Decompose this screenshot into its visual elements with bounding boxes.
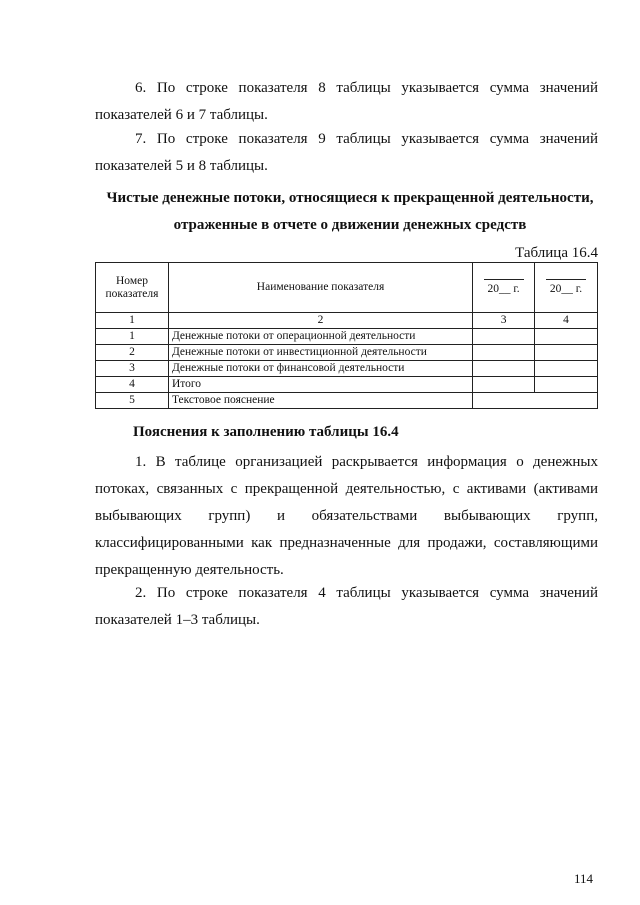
column-number: 2 <box>168 313 472 329</box>
section-heading-line-2: отраженные в отчете о движении денежных средств <box>173 217 527 233</box>
header-year-1 <box>473 263 535 313</box>
row-value-year-2 <box>535 377 598 393</box>
row-value-year-1 <box>473 345 535 361</box>
column-number-row <box>96 313 598 329</box>
table-header-row <box>96 263 598 313</box>
row-name: Текстовое пояснение <box>168 393 472 409</box>
paragraph-item-7: 7. По строке показателя 9 таблицы указывается сумма значений показателей 5 и 8 таблицы. <box>95 131 598 174</box>
table-caption: Таблица 16.4 <box>515 245 598 261</box>
row-value-year-1 <box>473 361 535 377</box>
table-row <box>96 329 598 345</box>
table-row <box>96 393 598 409</box>
column-number: 3 <box>473 313 535 329</box>
paragraph-item-6: 6. По строке показателя 8 таблицы указывается сумма значений показателей 6 и 7 таблицы. <box>95 80 598 123</box>
header-number-col: Номер показателя <box>96 263 169 313</box>
explanation-paragraph-2: 2. По строке показателя 4 таблицы указывается сумма значений показателей 1–3 таблицы. <box>95 585 598 628</box>
explanation-paragraph-1: 1. В таблице организацией раскрывается информация о денежных потоках, связанных с прекращенной деятельностью, с активами (активами выбывающих групп) и обязательствами выбывающих групп, классифицированными как предназначенные для продажи, составляющими прекращенную деятельность. <box>95 454 598 578</box>
row-value-year-1 <box>473 377 535 393</box>
row-value-year-2 <box>535 361 598 377</box>
row-value-year-1 <box>473 329 535 345</box>
row-value-year-2 <box>535 329 598 345</box>
row-number: 3 <box>96 361 169 377</box>
row-number: 5 <box>96 393 169 409</box>
explanations-heading: Пояснения к заполнению таблицы 16.4 <box>133 424 399 440</box>
column-number: 1 <box>96 313 169 329</box>
cash-flow-table <box>95 262 598 409</box>
header-name-col: Наименование показателя <box>168 263 472 313</box>
header-year-2 <box>535 263 598 313</box>
row-number: 4 <box>96 377 169 393</box>
header-year-2-label: 20__ г. <box>549 283 583 295</box>
row-name: Денежные потоки от операционной деятельности <box>168 329 472 345</box>
section-heading-line-1: Чистые денежные потоки, относящиеся к прекращенной деятельности, <box>106 190 594 206</box>
row-value-year-2 <box>535 345 598 361</box>
row-number: 2 <box>96 345 169 361</box>
row-name: Итого <box>168 377 472 393</box>
header-year-1-label: 20__ г. <box>487 283 520 295</box>
year-line-1 <box>484 279 524 280</box>
table-row <box>96 361 598 377</box>
column-number: 4 <box>535 313 598 329</box>
table-row <box>96 377 598 393</box>
table-row <box>96 345 598 361</box>
year-line-2 <box>546 279 586 280</box>
row-number: 1 <box>96 329 169 345</box>
row-name: Денежные потоки от финансовой деятельности <box>168 361 472 377</box>
row-value-merged <box>473 393 598 409</box>
page-number: 114 <box>574 871 594 886</box>
row-name: Денежные потоки от инвестиционной деятельности <box>168 345 472 361</box>
